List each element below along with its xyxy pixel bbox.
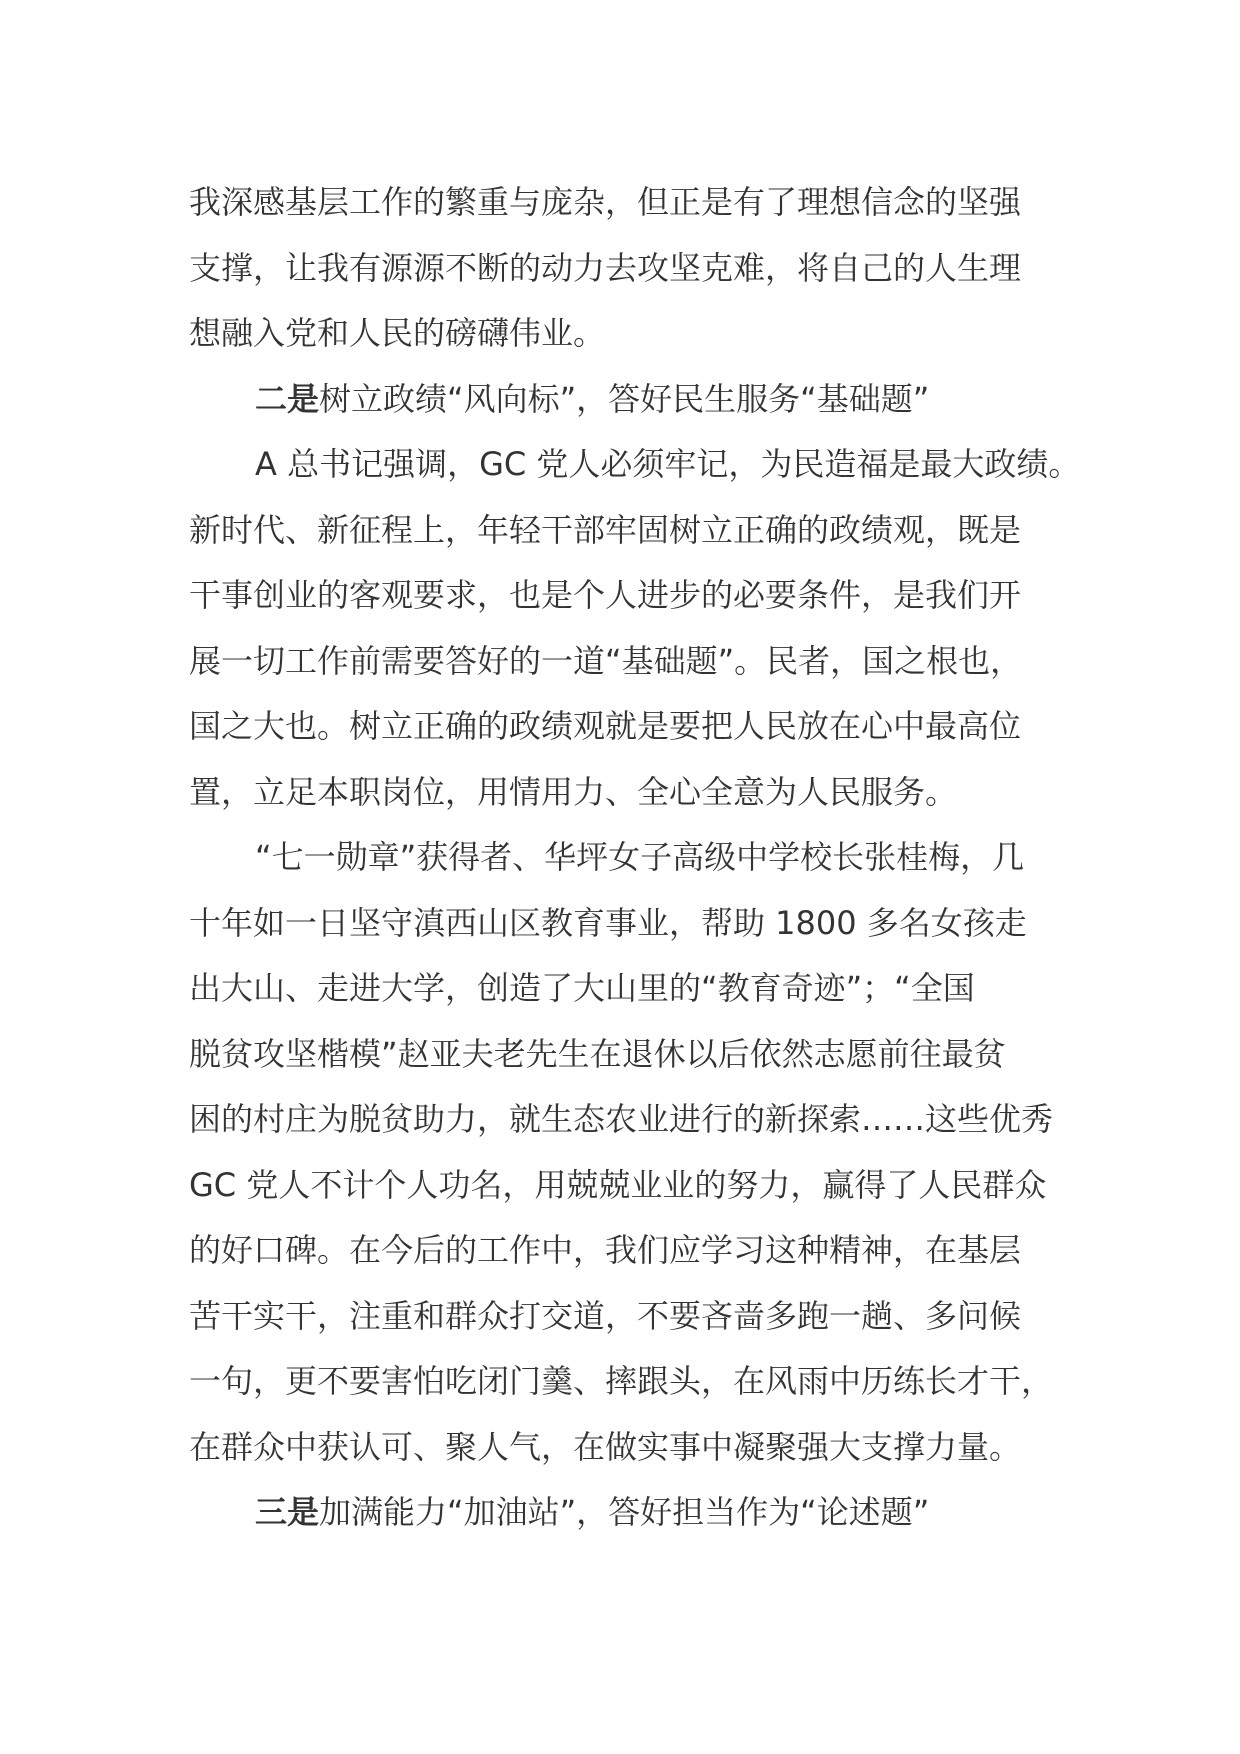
section-heading-lead: 二是 [255,379,320,418]
section-heading-text: 树立政绩“风向标”，答好民生服务“基础题” [319,379,930,418]
body-line-8: 展一切工作前需要答好的一道“基础题”。民者，国之根也， [189,641,1023,680]
body-line-10: 置，立足本职岗位，用情用力、全心全意为人民服务。 [189,772,958,811]
body-line-16: GC 党人不计个人功名，用兢兢业业的努力，赢得了人民群众 [189,1165,1047,1204]
body-line-1: 我深感基层工作的繁重与庞杂，但正是有了理想信念的坚强 [189,183,1022,221]
body-line-11: “七一勋章”获得者、华坪女子高级中学校长张桂梅，几 [255,838,1025,876]
body-line-18: 苦干实干，注重和群众打交道，不要吝啬多跑一趟、多问候 [189,1296,1022,1335]
body-line-15: 困的村庄为脱贫助力，就生态农业进行的新探索……这些优秀 [189,1100,1054,1138]
body-line-5: A 总书记强调，GC 党人必须牢记，为民造福是最大政绩。 [255,445,1081,483]
section-heading-lead: 三是 [255,1493,320,1531]
body-line-14: 脱贫攻坚楷模”赵亚夫老先生在退休以后依然志愿前往最贫 [189,1034,1006,1073]
body-line-13: 出大山、走进大学，创造了大山里的“教育奇迹”；“全国 [189,969,975,1007]
section-heading-3 [189,1480,1089,1546]
body-line-20: 在群众中获认可、聚人气，在做实事中凝聚强大支撑力量。 [189,1427,1022,1466]
body-line-12: 十年如一日坚守滇西山区教育事业，帮助 1800 多名女孩走 [189,903,1027,942]
body-line-17: 的好口碑。在今后的工作中，我们应学习这种精神，在基层 [189,1231,1022,1269]
section-heading-text: 加满能力“加油站”，答好担当作为“论述题” [319,1493,930,1531]
body-line-19: 一句，更不要害怕吃闭门羹、摔跟头，在风雨中历练长才干， [189,1362,1054,1400]
body-line-9: 国之大也。树立正确的政绩观就是要把人民放在心中最高位 [189,707,1022,745]
body-line-2: 支撑，让我有源源不断的动力去攻坚克难，将自己的人生理 [189,248,1022,287]
body-line-6: 新时代、新征程上，年轻干部牢固树立正确的政绩观，既是 [189,510,1022,549]
body-line-3: 想融入党和人民的磅礴伟业。 [189,314,606,352]
document-body [189,170,1089,1546]
section-heading-2 [189,367,1089,433]
body-line-7: 干事创业的客观要求，也是个人进步的必要条件，是我们开 [189,576,1022,614]
